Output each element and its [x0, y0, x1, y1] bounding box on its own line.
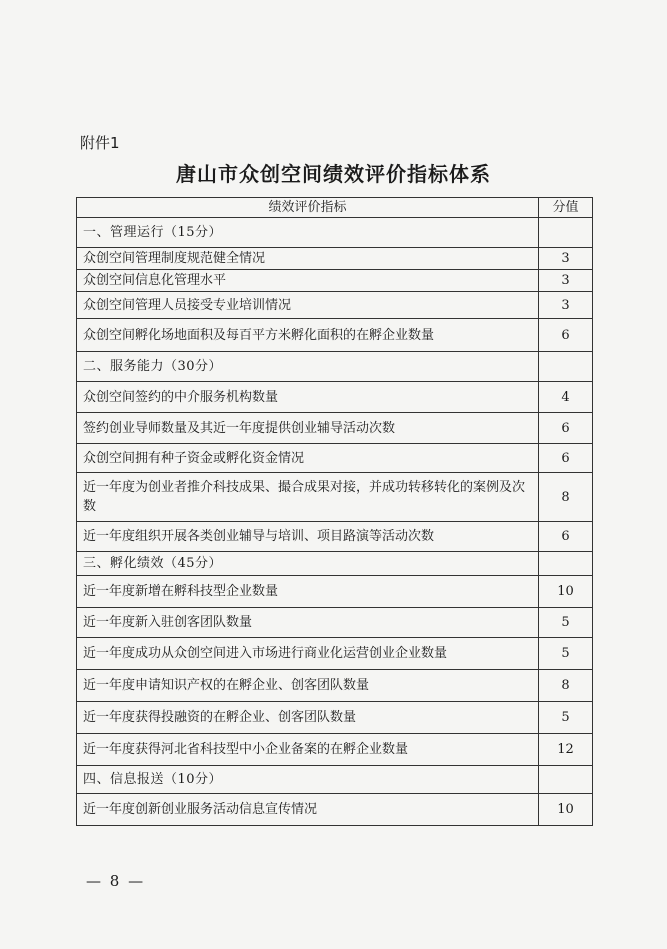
table-row [77, 473, 593, 522]
indicator-label: 近一年度获得投融资的在孵企业、创客团队数量 [77, 702, 539, 734]
score-cell: 6 [539, 413, 593, 444]
table-row [77, 608, 593, 638]
table-row [77, 413, 593, 444]
score-cell [539, 352, 593, 382]
indicator-label: 众创空间管理制度规范健全情况 [77, 248, 539, 270]
section-label: 四、信息报送（10分） [77, 766, 539, 794]
table-row [77, 270, 593, 292]
section-row [77, 218, 593, 248]
indicator-label: 众创空间签约的中介服务机构数量 [77, 382, 539, 413]
score-cell [539, 552, 593, 576]
score-cell: 5 [539, 638, 593, 670]
score-cell [539, 766, 593, 794]
table-row [77, 522, 593, 552]
score-cell: 6 [539, 319, 593, 352]
section-label: 二、服务能力（30分） [77, 352, 539, 382]
table-row [77, 444, 593, 473]
section-label: 三、孵化绩效（45分） [77, 552, 539, 576]
section-row [77, 352, 593, 382]
header-score: 分值 [539, 198, 593, 218]
indicator-label: 近一年度新增在孵科技型企业数量 [77, 576, 539, 608]
table-row [77, 734, 593, 766]
score-cell: 6 [539, 522, 593, 552]
score-cell: 3 [539, 292, 593, 319]
score-cell: 8 [539, 670, 593, 702]
attachment-label: 附件1 [80, 134, 120, 152]
page-number: — 8 — [86, 872, 146, 890]
score-cell: 12 [539, 734, 593, 766]
table-header-row [77, 198, 593, 218]
indicator-table [76, 197, 593, 826]
indicator-label: 近一年度成功从众创空间进入市场进行商业化运营创业企业数量 [77, 638, 539, 670]
section-row [77, 766, 593, 794]
indicator-label: 众创空间管理人员接受专业培训情况 [77, 292, 539, 319]
table-row [77, 248, 593, 270]
score-cell: 5 [539, 702, 593, 734]
section-label: 一、管理运行（15分） [77, 218, 539, 248]
page-title: 唐山市众创空间绩效评价指标体系 [176, 162, 491, 186]
score-cell: 4 [539, 382, 593, 413]
score-cell: 6 [539, 444, 593, 473]
table-row [77, 670, 593, 702]
indicator-label: 众创空间拥有种子资金或孵化资金情况 [77, 444, 539, 473]
score-cell: 10 [539, 576, 593, 608]
score-cell: 8 [539, 473, 593, 522]
indicator-label: 签约创业导师数量及其近一年度提供创业辅导活动次数 [77, 413, 539, 444]
table-row [77, 638, 593, 670]
table-row [77, 794, 593, 826]
score-cell: 3 [539, 270, 593, 292]
table-row [77, 576, 593, 608]
table-row [77, 319, 593, 352]
indicator-label: 众创空间孵化场地面积及每百平方米孵化面积的在孵企业数量 [77, 319, 539, 352]
table-row [77, 292, 593, 319]
indicator-label: 近一年度申请知识产权的在孵企业、创客团队数量 [77, 670, 539, 702]
score-cell: 10 [539, 794, 593, 826]
section-row [77, 552, 593, 576]
indicator-label: 众创空间信息化管理水平 [77, 270, 539, 292]
header-indicator: 绩效评价指标 [77, 198, 539, 218]
score-cell [539, 218, 593, 248]
table-row [77, 702, 593, 734]
indicator-label: 近一年度组织开展各类创业辅导与培训、项目路演等活动次数 [77, 522, 539, 552]
table-row [77, 382, 593, 413]
indicator-label: 近一年度创新创业服务活动信息宣传情况 [77, 794, 539, 826]
indicator-label: 近一年度为创业者推介科技成果、撮合成果对接，并成功转移转化的案例及次数 [77, 473, 539, 522]
indicator-label: 近一年度获得河北省科技型中小企业备案的在孵企业数量 [77, 734, 539, 766]
score-cell: 5 [539, 608, 593, 638]
indicator-label: 近一年度新入驻创客团队数量 [77, 608, 539, 638]
score-cell: 3 [539, 248, 593, 270]
